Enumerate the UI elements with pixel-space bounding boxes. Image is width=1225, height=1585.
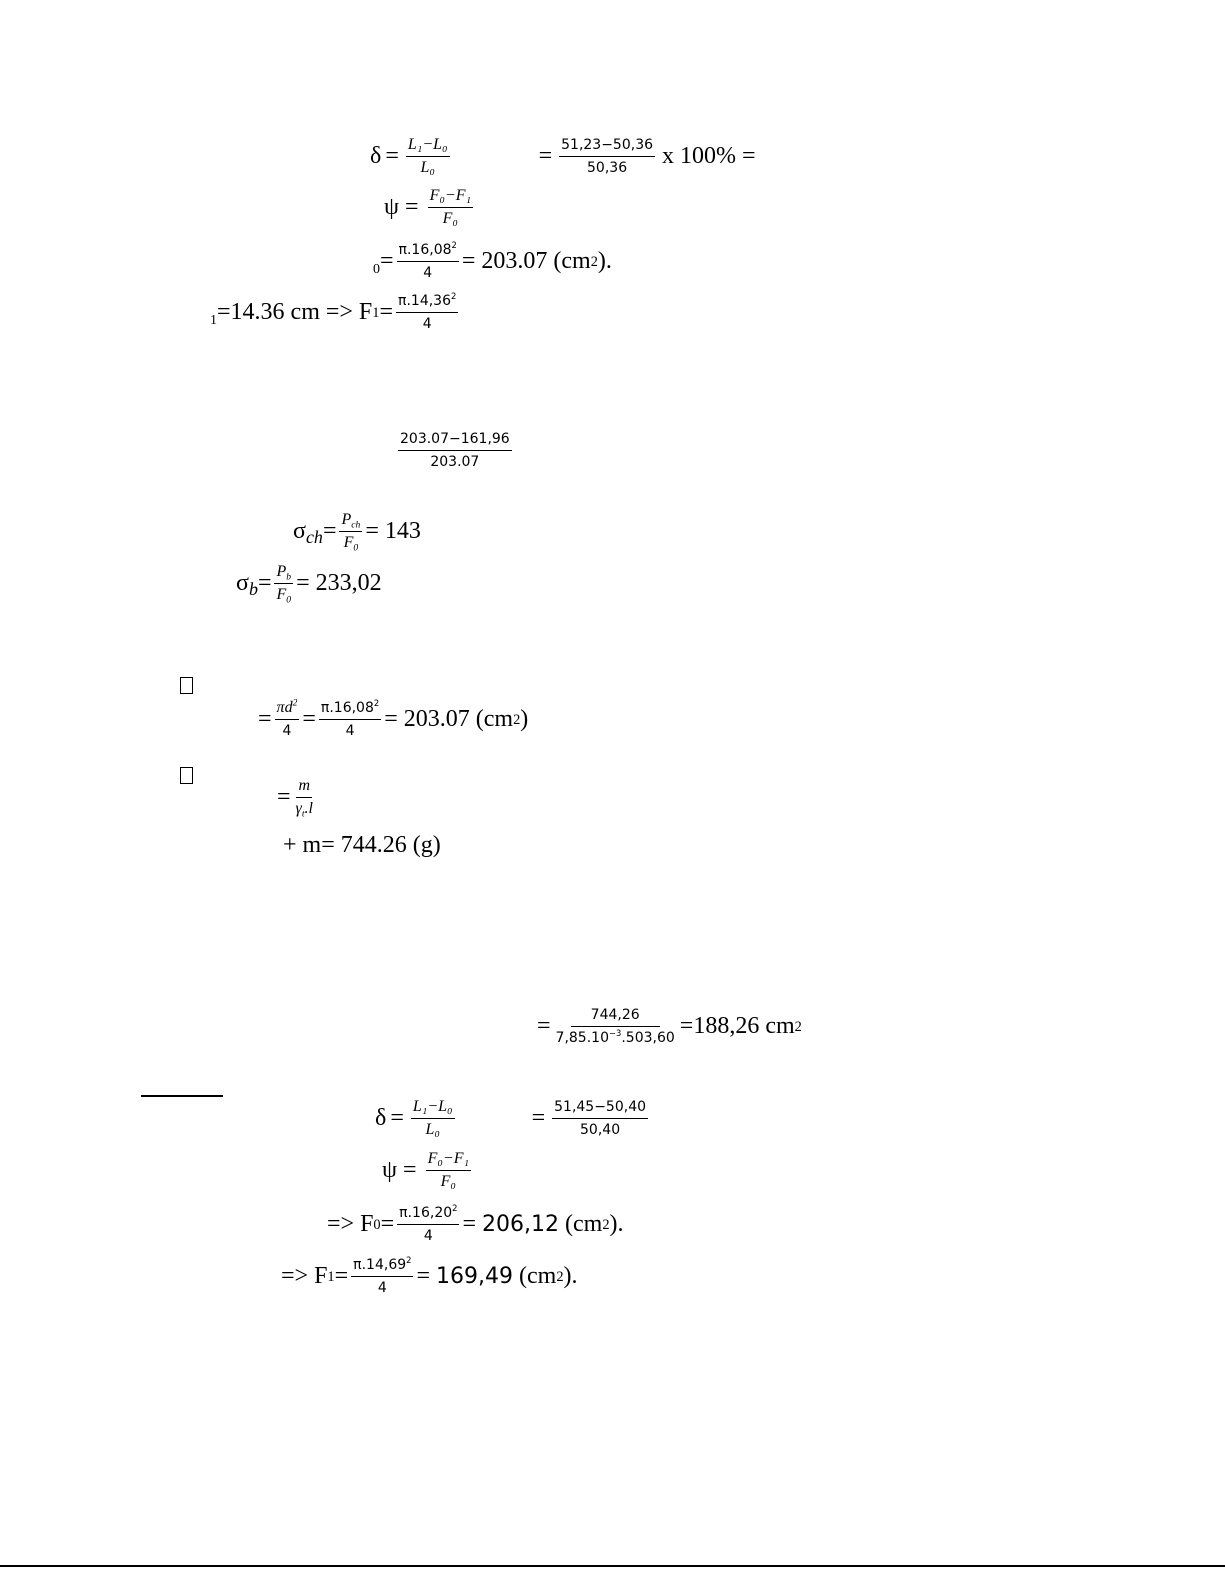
equation-elongation: δ = $\frac{\text{L₁−L₀}}{\text{L₀}}$ = $\frac{51,23-50,36}{50,36}$ x 100% = — [370, 136, 756, 176]
equation-f1-2: => F 1 = $\frac{\pi.14,69^2}{4}$ = 169,49 (cm 2 ). — [281, 1255, 578, 1296]
equation-f0-2: => F 0 = $\frac{\pi.16,20^2}{4}$ = 206,12 (cm 2 ). — [327, 1203, 624, 1244]
equation-f1: 1 =14.36 cm => F 1 = $\frac{\pi.14,36^2}{4}$ — [210, 291, 457, 332]
fraction: $\frac{203.07-161,96}{203.07}$ — [400, 431, 510, 470]
equation-reduction: ψ = $\frac{\text{F₀−F₁}}{\text{F₀}}$ — [384, 187, 472, 227]
equation-area: = $\frac{\pi d^2}{4}$ = $\frac{\pi.16,08^2}{4}$ = 203.07 (cm 2 ) — [258, 697, 529, 739]
fraction: $\frac{\pi.16,08^2}{4}$ — [320, 698, 380, 739]
equation-reduction-values — [395, 430, 515, 471]
fraction: $\frac{\pi.16,20^2}{4}$ — [399, 1203, 458, 1244]
fraction: $\frac{m}{\gamma_t.l}$ — [295, 777, 313, 820]
mass-value: + m= 744.26 (g) — [283, 832, 441, 858]
fraction: $\frac{744,26}{7,85.10^{-3}.503,60}$ — [555, 1007, 675, 1046]
fraction: $\frac{\text{L₁−L₀}}{\text{L₀}}$ — [412, 1098, 453, 1138]
section-divider — [141, 1095, 223, 1097]
fraction: $\frac{\pi.14,69^2}{4}$ — [353, 1255, 412, 1296]
bullet-box-icon — [180, 767, 193, 784]
equation-elongation-2: δ = $\frac{\text{L₁−L₀}}{\text{L₀}}$ = $\frac{51,45-50,40}{50,40}$ — [375, 1098, 647, 1138]
fraction: $\frac{\pi.16,08^2}{4}$ — [398, 240, 457, 281]
equation-area-from-mass: = $\frac{744,26}{7,85.10^{-3}.503,60}$ =188,26 cm 2 — [537, 1007, 802, 1046]
page-bottom-line — [0, 1565, 1225, 1567]
bullet-box-icon — [180, 677, 193, 694]
equation-ultimate-stress: σ b = $\frac{P_b}{F_0}$ = 233,02 — [236, 563, 382, 606]
fraction: $\frac{\text{F₀−F₁}}{\text{F₀}}$ — [429, 187, 472, 227]
fraction: $\frac{\pi.14,36^2}{4}$ — [398, 291, 457, 332]
equation-mass-area: = $\frac{m}{\gamma_t.l}$ — [277, 777, 313, 820]
fraction: $\frac{51,23-50,36}{50,36}$ — [561, 137, 654, 176]
delta-symbol: δ — [370, 143, 382, 169]
fraction: $\frac{P_{ch}}{F_0}$ — [341, 511, 361, 554]
equation-reduction-2: ψ = $\frac{\text{F₀−F₁}}{\text{F₀}}$ — [382, 1150, 470, 1190]
fraction: $\frac{\text{L₁−L₀}}{\text{L₀}}$ — [407, 136, 448, 176]
fraction: $\frac{P_b}{F_0}$ — [276, 563, 292, 606]
fraction: $\frac{\text{F₀−F₁}}{\text{F₀}}$ — [427, 1150, 470, 1190]
fraction: $\frac{51,45-50,40}{50,40}$ — [554, 1099, 647, 1138]
equation-f0: 0 = $\frac{\pi.16,08^2}{4}$ = 203.07 (cm 2 ). — [373, 240, 612, 281]
fraction: $\frac{\pi d^2}{4}$ — [276, 697, 298, 739]
equation-yield-stress: σ ch = $\frac{P_{ch}}{F_0}$ = 143 — [293, 511, 421, 554]
